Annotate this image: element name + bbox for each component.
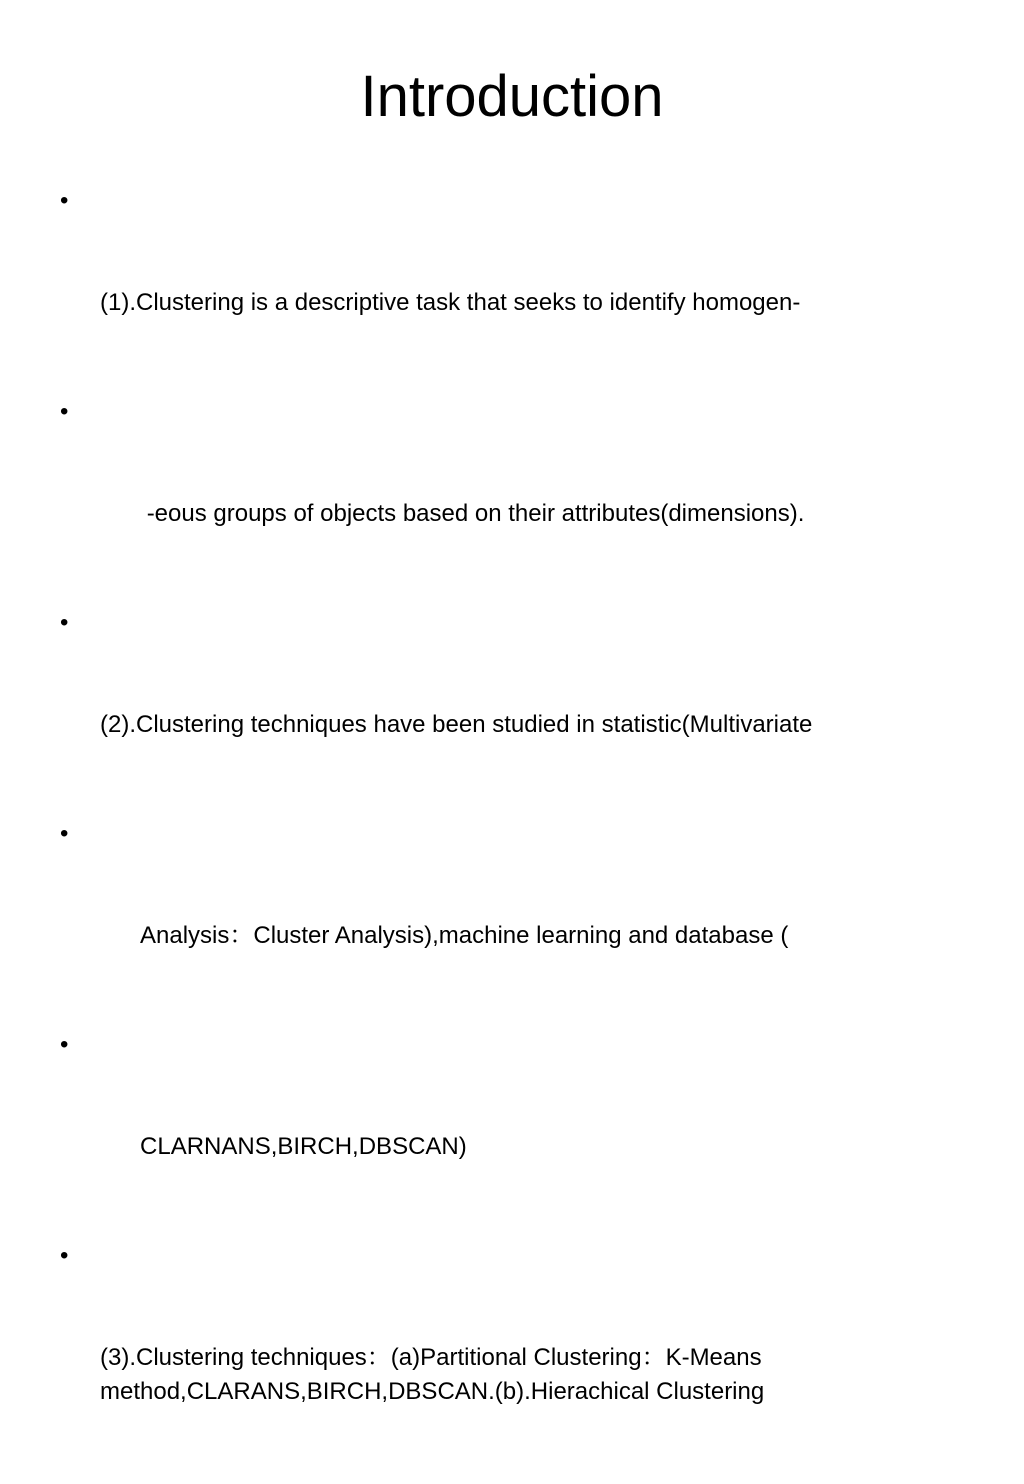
bullet-icon: • bbox=[60, 609, 69, 636]
bullet-item-3 bbox=[60, 606, 980, 810]
slide-title: Introduction bbox=[360, 64, 664, 129]
bullet-text: CLARNANS,BIRCH,DBSCAN) bbox=[100, 1133, 467, 1160]
bullet-text: Analysis：Cluster Analysis),machine learning and database ( bbox=[100, 922, 789, 949]
bullet-icon: • bbox=[60, 820, 69, 847]
bullet-icon: • bbox=[60, 187, 69, 214]
bullet-text: (3).Clustering techniques：(a)Partitional Clustering：K-Means method,CLARANS,BIRCH,DBSCAN.(b).Hierachical Clustering bbox=[100, 1344, 769, 1405]
bullet-icon: • bbox=[60, 398, 69, 425]
bullet-icon: • bbox=[60, 1242, 69, 1269]
bullet-text: (2).Clustering techniques have been studied in statistic(Multivariate bbox=[100, 711, 813, 738]
bullet-text: (1).Clustering is a descriptive task that seeks to identify homogen- bbox=[100, 289, 801, 316]
bullet-icon: • bbox=[60, 1031, 69, 1058]
bullet-item-1 bbox=[60, 184, 980, 388]
bullet-item-2 bbox=[60, 395, 980, 599]
bullet-item-6 bbox=[60, 1239, 980, 1477]
bullet-item-5 bbox=[60, 1028, 980, 1232]
bullet-list bbox=[60, 184, 980, 1484]
bullet-text: -eous groups of objects based on their attributes(dimensions). bbox=[100, 500, 805, 527]
bullet-item-4 bbox=[60, 817, 980, 1021]
